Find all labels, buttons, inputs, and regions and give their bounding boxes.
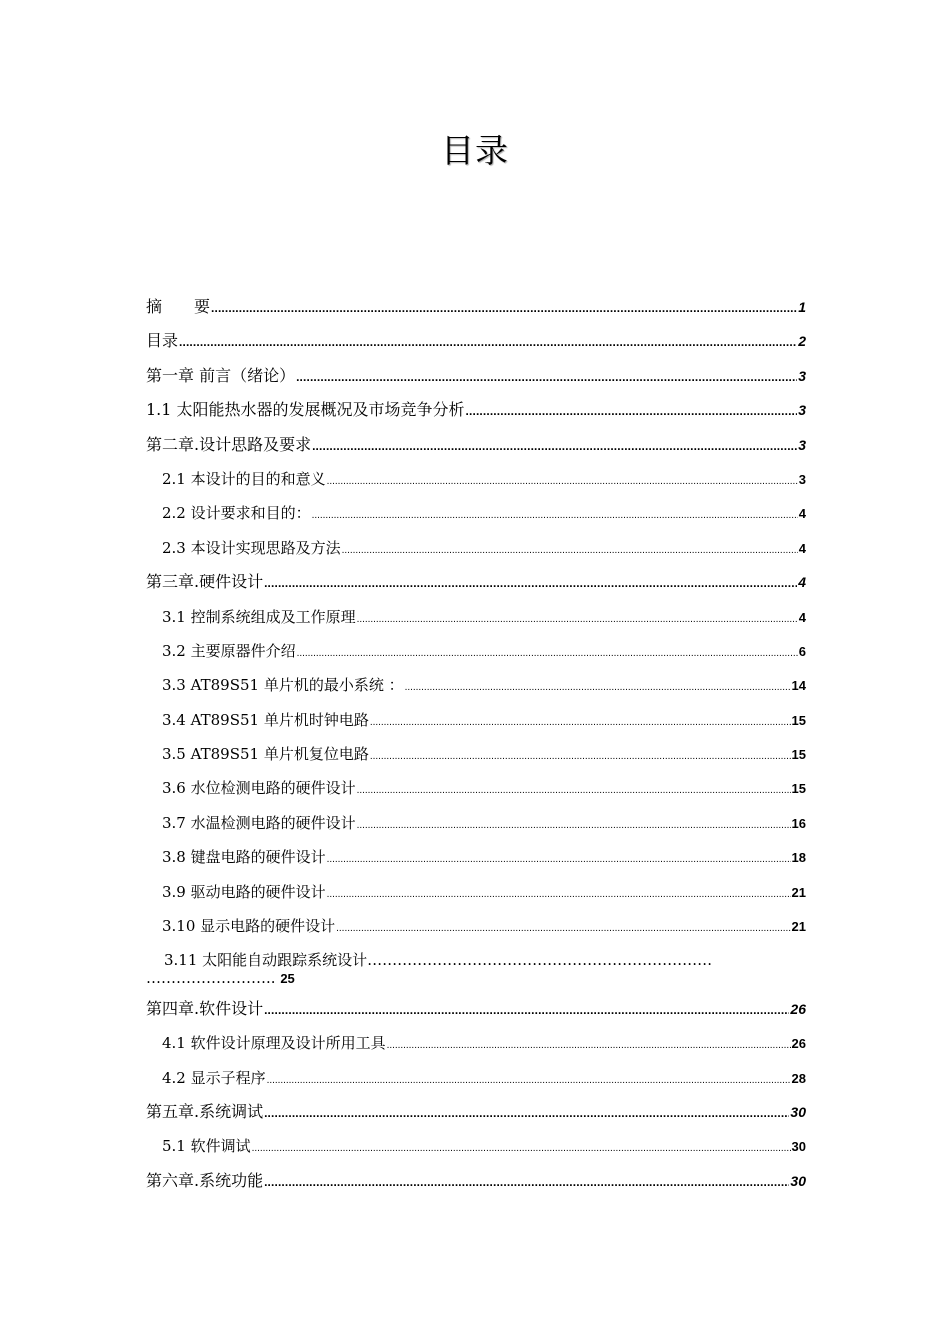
toc-entry-label: 3.3 AT89S51 单片机的最小系统 ：	[162, 676, 404, 695]
toc-entry-label: 3.8 键盘电路的硬件设计	[162, 848, 326, 867]
toc-entry-label: 3.7 水温检测电路的硬件设计	[162, 813, 356, 832]
toc-entry[interactable]	[146, 634, 806, 668]
toc-leader-dots	[296, 360, 797, 394]
toc-page-number: 4	[798, 609, 806, 625]
toc-leader-dots	[312, 429, 797, 463]
toc-entry-label: 3.11 太阳能自动跟踪系统设计	[164, 951, 368, 970]
toc-entry-label: 第六章.系统功能	[146, 1170, 264, 1190]
toc-page-number: 25	[280, 970, 295, 986]
toc-entry-label: 第三章.硬件设计	[146, 572, 264, 592]
toc-entry[interactable]	[146, 1061, 806, 1095]
toc-page-number: 21	[791, 884, 806, 900]
toc-leader-dots	[179, 325, 797, 359]
toc-page-number: 21	[791, 919, 806, 935]
toc-page-number: 3	[798, 402, 806, 419]
page-title: 目录	[441, 131, 509, 170]
toc-entry-label: 2.1 本设计的目的和意义	[162, 469, 326, 488]
toc-entry-label: 目录	[146, 331, 179, 351]
toc-entry-label: 摘 要	[146, 297, 211, 316]
toc-leader-dots: ……………………………………………………………	[367, 951, 713, 970]
toc-entry[interactable]	[146, 565, 806, 599]
toc-entry[interactable]	[146, 992, 806, 1026]
toc-leader-dots	[327, 843, 791, 877]
toc-entry-label: 第五章.系统调试	[146, 1101, 264, 1121]
toc-entry-label: 3.9 驱动电路的硬件设计	[162, 882, 326, 901]
toc-entry[interactable]	[146, 600, 806, 634]
toc-page-number: 30	[791, 1139, 806, 1155]
table-of-contents	[146, 290, 806, 1198]
toc-entry-label: 3.1 控制系统组成及工作原理	[162, 607, 356, 626]
toc-leader-dots	[264, 566, 797, 600]
toc-page-number: 3	[798, 471, 806, 487]
toc-page-number: 4	[798, 540, 806, 556]
toc-page-number: 4	[798, 574, 806, 591]
toc-leader-dots: ……………………..	[146, 968, 276, 987]
toc-page-number: 2	[798, 333, 806, 350]
toc-page-number: 26	[790, 1000, 806, 1017]
toc-leader-dots	[336, 912, 790, 946]
toc-page-number: 15	[791, 747, 806, 763]
toc-page-number: 15	[791, 781, 806, 797]
toc-leader-dots	[327, 465, 798, 499]
toc-entry-label: 5.1 软件调试	[162, 1137, 251, 1156]
toc-entry[interactable]	[146, 806, 806, 840]
toc-entry[interactable]	[146, 1129, 806, 1163]
toc-page-number: 30	[790, 1172, 806, 1189]
toc-page-number: 4	[798, 506, 806, 522]
toc-entry[interactable]	[146, 668, 806, 702]
toc-entry[interactable]	[146, 324, 806, 358]
toc-entry[interactable]	[146, 531, 806, 565]
toc-page-number: 6	[798, 643, 806, 659]
toc-leader-dots	[405, 671, 791, 705]
toc-entry-label: 2.2 设计要求和目的：	[162, 504, 311, 523]
toc-entry-label: 3.6 水位检测电路的硬件设计	[162, 779, 356, 798]
toc-leader-dots	[357, 809, 791, 843]
toc-entry[interactable]	[146, 840, 806, 874]
toc-entry[interactable]	[146, 462, 806, 496]
toc-leader-dots	[387, 1029, 791, 1063]
toc-leader-dots	[211, 291, 797, 325]
toc-page-number: 18	[791, 850, 806, 866]
toc-entry[interactable]	[146, 1095, 806, 1129]
toc-page-number: 28	[791, 1070, 806, 1086]
toc-leader-dots	[264, 993, 789, 1027]
toc-leader-dots	[357, 603, 798, 637]
toc-leader-dots	[357, 774, 791, 808]
toc-entry-label: 1.1 太阳能热水器的发展概况及市场竞争分析	[146, 400, 465, 420]
toc-page-number: 26	[791, 1036, 806, 1052]
toc-leader-dots	[312, 499, 798, 533]
toc-leader-dots	[466, 394, 798, 428]
toc-entry-label: 第四章.软件设计	[146, 998, 264, 1018]
toc-entry[interactable]	[146, 496, 806, 530]
toc-entry-label: 第一章 前言（绪论）	[146, 365, 296, 385]
toc-leader-dots	[342, 534, 798, 568]
toc-page-number: 16	[791, 815, 806, 831]
toc-leader-dots	[297, 637, 798, 671]
toc-entry[interactable]	[146, 737, 806, 771]
toc-entry[interactable]	[146, 875, 806, 909]
toc-entry[interactable]	[146, 359, 806, 393]
toc-page-number: 14	[791, 678, 806, 694]
toc-entry[interactable]	[146, 909, 806, 943]
toc-entry-label: 3.10 显示电路的硬件设计	[162, 917, 336, 936]
toc-leader-dots	[264, 1096, 789, 1130]
toc-entry-label: 2.3 本设计实现思路及方法	[162, 538, 341, 557]
toc-entry-label: 第二章.设计思路及要求	[146, 434, 312, 454]
toc-page-number: 3	[798, 367, 806, 384]
toc-entry[interactable]	[146, 703, 806, 737]
toc-page-number: 1	[798, 299, 806, 315]
toc-page-number: 15	[791, 712, 806, 728]
toc-page-number: 30	[790, 1103, 806, 1120]
toc-entry[interactable]	[146, 393, 806, 427]
toc-leader-dots	[264, 1165, 789, 1199]
toc-entry[interactable]	[146, 290, 806, 324]
toc-entry[interactable]	[146, 1164, 806, 1198]
toc-leader-dots	[327, 878, 791, 912]
toc-entry[interactable]	[146, 428, 806, 462]
toc-entry-label: 4.2 显示子程序	[162, 1068, 266, 1087]
toc-page-number: 3	[798, 436, 806, 453]
toc-leader-dots	[370, 740, 791, 774]
toc-leader-dots	[370, 706, 791, 740]
toc-entry-label: 4.1 软件设计原理及设计所用工具	[162, 1034, 386, 1053]
toc-entry-label: 3.4 AT89S51 单片机时钟电路	[162, 710, 369, 729]
toc-entry[interactable]	[146, 771, 806, 805]
toc-leader-dots	[252, 1132, 791, 1166]
toc-entry-label: 3.2 主要原器件介绍	[162, 641, 296, 660]
toc-leader-dots	[267, 1064, 791, 1098]
toc-entry-label: 3.5 AT89S51 单片机复位电路	[162, 745, 369, 764]
toc-entry[interactable]	[146, 1026, 806, 1060]
